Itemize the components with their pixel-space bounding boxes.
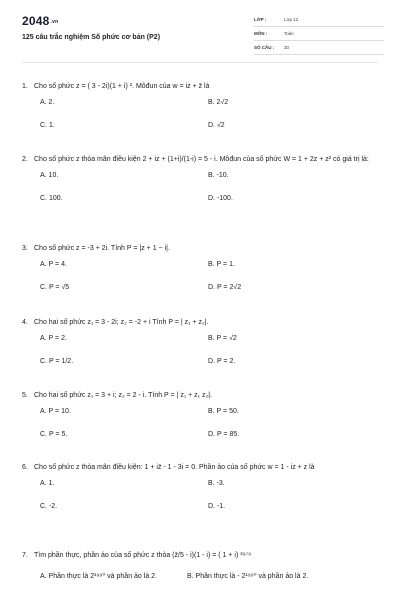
option-c[interactable]: C. P = √5 (40, 284, 70, 291)
question-text: Cho số phức z = ( 3 - 2i)(1 + i) ². Môđun của w = iz + z̄ là (34, 83, 210, 90)
option-d[interactable]: D. -100. (208, 195, 233, 202)
option-a[interactable]: A. P = 10. (40, 408, 71, 415)
options (22, 479, 382, 525)
meta-class-label: LỚP : (254, 17, 267, 22)
option-b[interactable]: B. P = 1. (208, 261, 235, 268)
question-6 (22, 463, 382, 525)
option-a[interactable]: A. P = 4. (40, 261, 67, 268)
option-row (22, 98, 382, 121)
question-head (22, 155, 382, 165)
options (22, 334, 382, 380)
question-head (22, 391, 382, 401)
question-head (22, 463, 382, 473)
options (22, 407, 382, 453)
header-divider (22, 62, 378, 63)
option-row (22, 334, 382, 357)
logo-tld: .vn (50, 18, 59, 25)
option-b[interactable]: B. Phần thực là - 2¹⁹⁹⁰ và phần ảo là 2. (187, 573, 309, 580)
logo-main: 2048 (22, 14, 50, 28)
option-a[interactable]: A. P = 2. (40, 335, 67, 342)
option-row (22, 121, 382, 144)
question-number: 5. (22, 392, 28, 399)
question-head (22, 318, 382, 328)
question-text: Cho số phức z thỏa mãn điều kiện 2 + iz + (1+i)/(1-i) = 5 - i. Môđun của số phức W = 1 + 2z + z² có giá trị là: (34, 156, 369, 163)
question-number: 1. (22, 83, 28, 90)
site-logo[interactable] (22, 14, 58, 28)
option-d[interactable]: D. √2 (208, 122, 225, 129)
question-3 (22, 244, 382, 306)
question-4 (22, 318, 382, 380)
question-7 (22, 551, 382, 595)
question-text: Cho số phức z = -3 + 2i. Tính P = |z + 1 − i|. (34, 245, 170, 252)
option-b[interactable]: B. 2√2 (208, 99, 229, 106)
meta-subject (254, 30, 384, 41)
option-c[interactable]: C. 100. (40, 195, 63, 202)
question-text: Cho hai số phức z₁ = 3 - 2i; z₂ = -2 + i Tính P = | z₁ + z₂|. (34, 319, 209, 326)
option-d[interactable]: D. P = 85. (208, 431, 240, 438)
question-5 (22, 391, 382, 453)
question-1 (22, 82, 382, 144)
meta-subject-label: MÔN : (254, 31, 268, 36)
option-row (22, 171, 382, 194)
question-number: 4. (22, 319, 28, 326)
question-number: 6. (22, 464, 28, 471)
options (22, 572, 382, 595)
option-row (22, 407, 382, 430)
question-number: 3. (22, 245, 28, 252)
document-header (0, 0, 400, 62)
option-d[interactable]: D. P = 2. (208, 358, 236, 365)
option-c[interactable]: C. P = 1/2. (40, 358, 74, 365)
meta-count-value: 30 (284, 45, 290, 50)
question-number: 7. (22, 552, 28, 559)
option-a[interactable]: A. Phần thực là 2¹⁹⁹⁰ và phần ảo là 2. (40, 573, 158, 580)
options (22, 171, 382, 217)
option-row (22, 260, 382, 283)
option-row (22, 479, 382, 502)
option-row (22, 283, 382, 306)
option-b[interactable]: B. P = 50. (208, 408, 239, 415)
question-text: Cho số phức z thỏa mãn điều kiện: 1 + iz̄ - 1 - 3i = 0. Phần ảo của số phức w = 1 - iz + z là (34, 464, 315, 471)
meta-subject-value: Toán (284, 31, 294, 36)
option-b[interactable]: B. -3. (208, 480, 225, 487)
option-b[interactable]: B. P = √2 (208, 335, 237, 342)
option-c[interactable]: C. -2. (40, 503, 58, 510)
option-d[interactable]: D. -1. (208, 503, 226, 510)
option-row (22, 357, 382, 380)
option-b[interactable]: B. -10. (208, 172, 229, 179)
question-2 (22, 155, 382, 217)
option-c[interactable]: C. 1. (40, 122, 55, 129)
question-head (22, 82, 382, 92)
option-d[interactable]: D. P = 2√2 (208, 284, 242, 291)
option-a[interactable]: A. 1. (40, 480, 55, 487)
document-meta (254, 16, 384, 58)
question-text: Tìm phần thực, phần ảo của số phức z thỏa (z̄/5 - i)(1 - i) = ( 1 + i) ³⁹⁷⁹ (34, 552, 252, 559)
option-row (22, 572, 382, 595)
option-row (22, 430, 382, 453)
question-head (22, 551, 382, 561)
options (22, 98, 382, 144)
options (22, 260, 382, 306)
option-row (22, 502, 382, 525)
document-title: 125 câu trắc nghiệm Số phức cơ bản (P2) (22, 34, 161, 41)
option-row (22, 194, 382, 217)
option-a[interactable]: A. 2. (40, 99, 55, 106)
question-text: Cho hai số phức z₁ = 3 + i; z₂ = 2 - i. Tính P = | z₁ + z₁ z₂|. (34, 392, 212, 399)
question-number: 2. (22, 156, 28, 163)
meta-class-value: Lớp 12 (284, 17, 299, 22)
option-c[interactable]: C. P = 5. (40, 431, 68, 438)
meta-count-label: SỐ CÂU : (254, 45, 275, 50)
option-a[interactable]: A. 10. (40, 172, 59, 179)
question-head (22, 244, 382, 254)
meta-class (254, 16, 384, 27)
meta-count (254, 44, 384, 55)
